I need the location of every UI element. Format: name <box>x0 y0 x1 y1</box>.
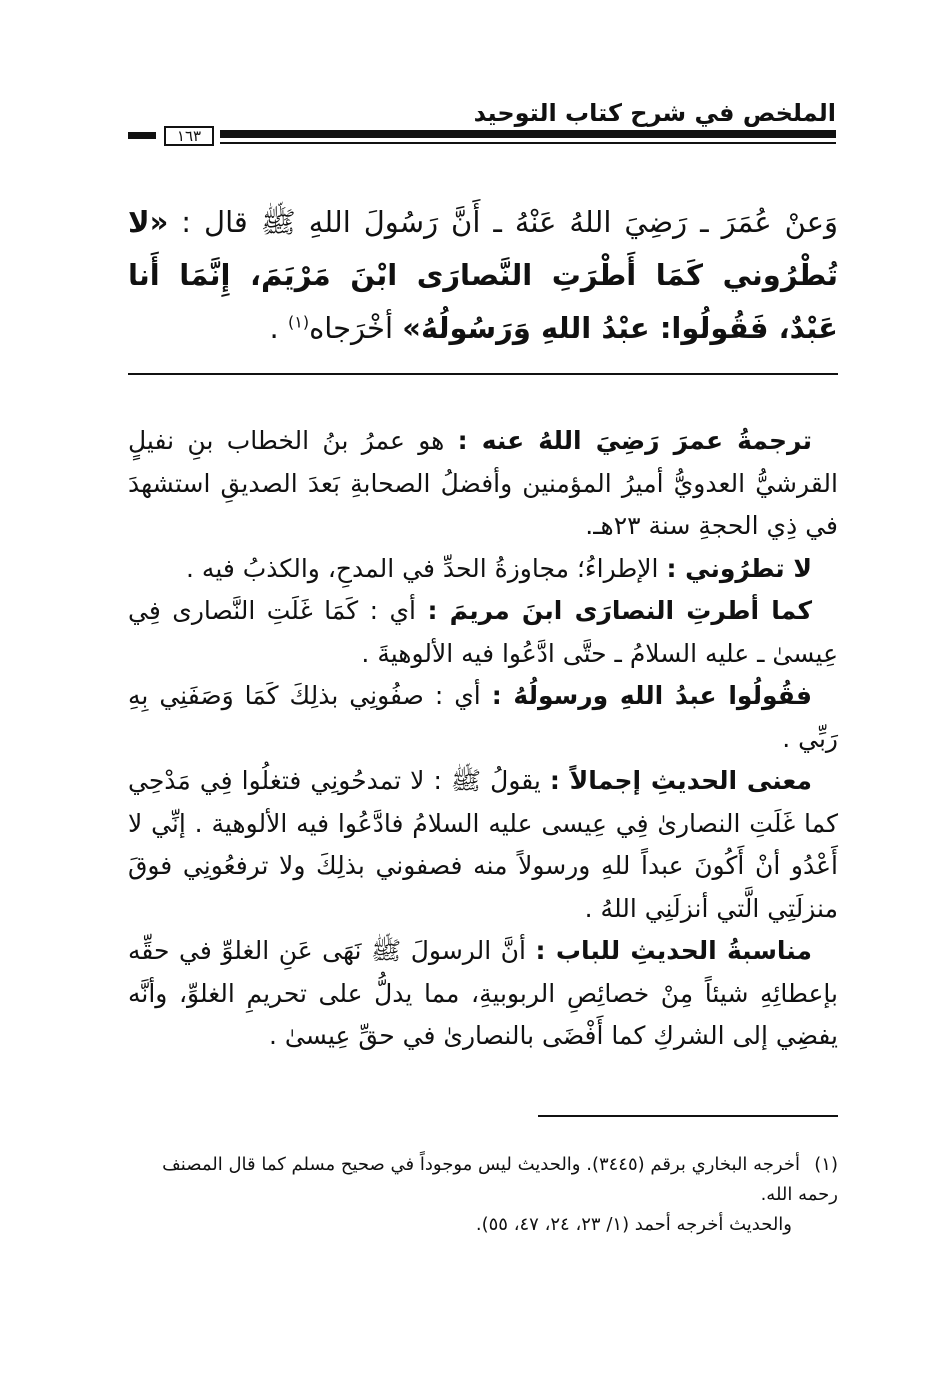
header-rule <box>128 126 836 148</box>
term-label: فقُولُوا عبدُ اللهِ ورسولُهُ : <box>491 681 813 710</box>
footnotes-section <box>128 1150 838 1240</box>
term-explanation: أي : صفُونِي بذلِكَ كَمَا وَصَفَنِي بِهِ رَبِّي . <box>128 681 838 753</box>
term-explanation: يقولُ ﷺ : لا تمدحُونِي فتغلُوا فِي مَدْحِي كما غَلَتِ النصارىٰ فِي عِيسى عليه السلامُ فادَّعُوا فيه الألوهية . إنِّي لا أَعْدُو أنْ أَكُونَ عبداً للهِ ورسولاً منه فصفوني بذلِكَ ولا ترفعُونِي فوقَ منزلَتِي الَّتي أنزلَنِي اللهُ . <box>128 766 838 923</box>
commentary-section <box>128 420 838 1058</box>
term-explanation: أنَّ الرسولَ ﷺ نَهَى عَنِ الغلوِّ في حقِّه بإعطائِهِ شيئاً مِنْ خصائِصِ الربوبيةِ، مما يدلُّ على تحريمِ الغلوِّ، وأنَّه يفضِي إلى الشركِ كما أَفْضَى بالنصارىٰ في حقِّ عِيسىٰ . <box>128 936 838 1050</box>
kama-atrat-paragraph <box>128 590 838 675</box>
term-label: معنى الحديثِ إجمالاً : <box>549 766 812 795</box>
hadith-takhrij: أخْرَجاه <box>309 311 394 345</box>
la-tutruni-paragraph <box>128 548 838 591</box>
header-rule-thick-line <box>220 130 836 138</box>
term-explanation: أي : كَمَا غَلَتِ النَّصارى فِي عِيسىٰ ـ عليه السلامُ ـ حتَّى ادَّعُوا فيه الألوهيةَ . <box>128 596 838 668</box>
term-label: مناسبةُ الحديثِ للباب : <box>535 936 812 965</box>
running-header-title: الملخص في شرح كتاب التوحيد <box>473 99 836 127</box>
footnote-1-text: أخرجه البخاري برقم (٣٤٤٥). والحديث ليس موجوداً في صحيح مسلم كما قال المصنف رحمه الله. <box>162 1154 838 1205</box>
relevance-paragraph <box>128 930 838 1058</box>
page-number-box: ١٦٣ <box>164 126 214 146</box>
header-rule-thin-line <box>220 142 836 144</box>
term-explanation: هو عمرُ بنُ الخطاب بنِ نفيلٍ القرشيُّ العدويُّ أميرُ المؤمنين وأفضلُ الصحابةِ بَعدَ الصديقِ استشهدَ في ذِي الحجةِ سنة ٢٣هـ. <box>128 426 838 540</box>
hadith-end: . <box>269 311 288 345</box>
faqulu-paragraph <box>128 675 838 760</box>
footnote-1 <box>128 1150 838 1210</box>
header-rule-stub <box>128 132 156 139</box>
section-separator <box>128 373 838 375</box>
term-explanation: الإطراءُ؛ مجاوزةُ الحدِّ في المدحِ، والكذبُ فيه . <box>186 553 667 583</box>
hadith-text: «لا تُطْرُوني كَمَا أَطْرَتِ النَّصارَى ابْنَ مَرْيَمَ، إِنَّمَا أَنا عَبْدٌ، فَقُولُوا: عبْدُ اللهِ وَرَسُولُهُ» <box>128 205 838 345</box>
term-label: لا تطرُوني : <box>666 553 812 583</box>
footnote-reference[interactable]: (١) <box>287 312 310 332</box>
umar-biography-paragraph <box>128 420 838 548</box>
hadith-block <box>128 196 838 355</box>
footnote-1-continuation: والحديث أخرجه أحمد (١/ ٢٣، ٢٤، ٤٧، ٥٥). <box>475 1214 792 1235</box>
term-label: ترجمةُ عمرَ رَضِيَ اللهُ عنه : <box>457 426 812 455</box>
general-meaning-paragraph <box>128 760 838 930</box>
footnote-separator <box>538 1115 838 1117</box>
footnote-marker: (١) <box>814 1154 838 1175</box>
term-label: كما أطرتِ النصارَى ابنَ مريمَ : <box>427 596 812 625</box>
hadith-intro: وَعنْ عُمَرَ ـ رَضِيَ اللهُ عَنْهُ ـ أَنَّ رَسُولَ اللهِ ﷺ قال : <box>181 205 838 239</box>
